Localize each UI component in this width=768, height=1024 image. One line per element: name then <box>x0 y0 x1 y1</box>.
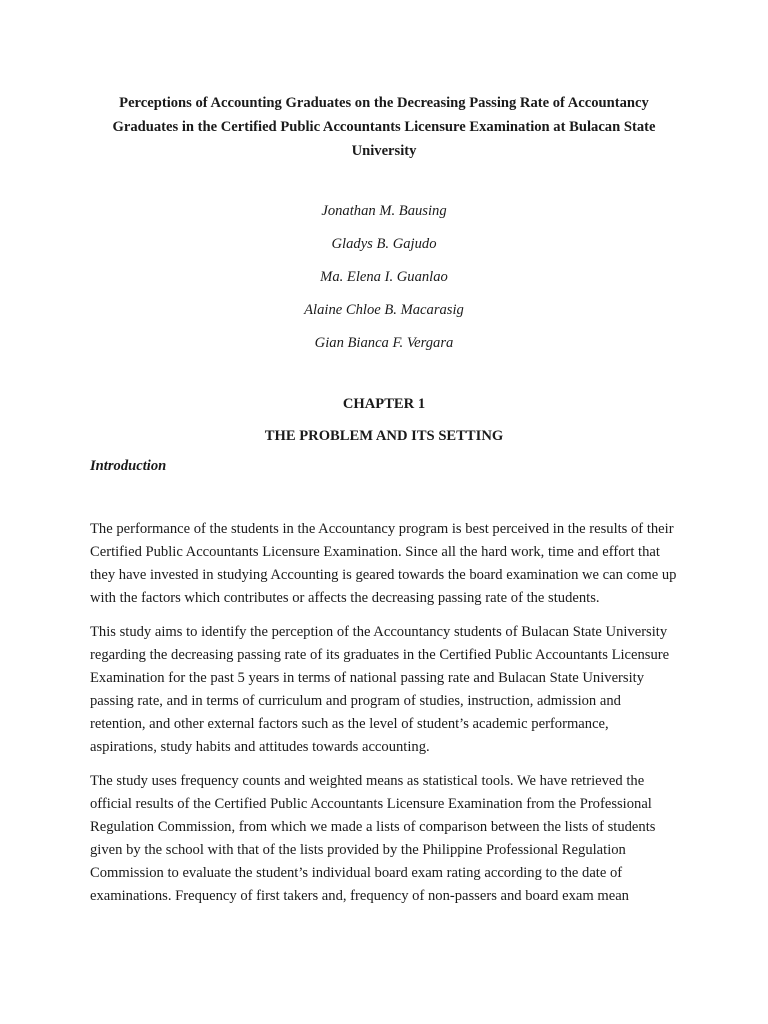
paragraph: The study uses frequency counts and weighted means as statistical tools. We have retrieved the official results of the Certified Public Accountants Licensure Examination from the Professional Regulation Commission, from which we made a lists of comparison between the lists of students given by the school with that of the lists provided by the Philippine Professional Regulation Commission to evaluate the student’s individual board exam rating according to the date of examinations. Frequency of first takers and, frequency of non-passers and board exam mean <box>90 773 656 904</box>
paragraph: The performance of the students in the Accountancy program is best perceived in the results of their Certified Public Accountants Licensure Examination. Since all the hard work, time and effort that they have invested in studying Accounting is geared towards the board examination we can come up with the factors which contributes or affects the decreasing passing rate of the students. <box>90 521 677 606</box>
section-heading-introduction: Introduction <box>90 458 167 474</box>
author-name: Ma. Elena I. Guanlao <box>320 269 448 285</box>
chapter-title: THE PROBLEM AND ITS SETTING <box>264 428 504 444</box>
body-text <box>90 518 678 919</box>
author-name: Gian Bianca F. Vergara <box>314 335 454 351</box>
author-list <box>0 199 768 364</box>
paragraph: This study aims to identify the perception of the Accountancy students of Bulacan State University regarding the decreasing passing rate of its graduates in the Certified Public Accountants Licensure Examination for the past 5 years in terms of national passing rate and Bulacan State University passing rate, and in terms of curriculum and program of studies, instruction, admission and retention, and other external factors such as the level of student’s academic performance, aspirations, study habits and attitudes towards accounting. <box>90 624 670 755</box>
chapter-number: CHAPTER 1 <box>342 396 426 412</box>
paper-title: Perceptions of Accounting Graduates on the Decreasing Passing Rate of Accountancy Graduates in the Certified Public Accountants Licensure Examination at Bulacan State University <box>112 95 656 159</box>
author-name: Gladys B. Gajudo <box>331 236 437 252</box>
author-name: Alaine Chloe B. Macarasig <box>304 302 464 318</box>
author-name: Jonathan M. Bausing <box>321 203 447 219</box>
